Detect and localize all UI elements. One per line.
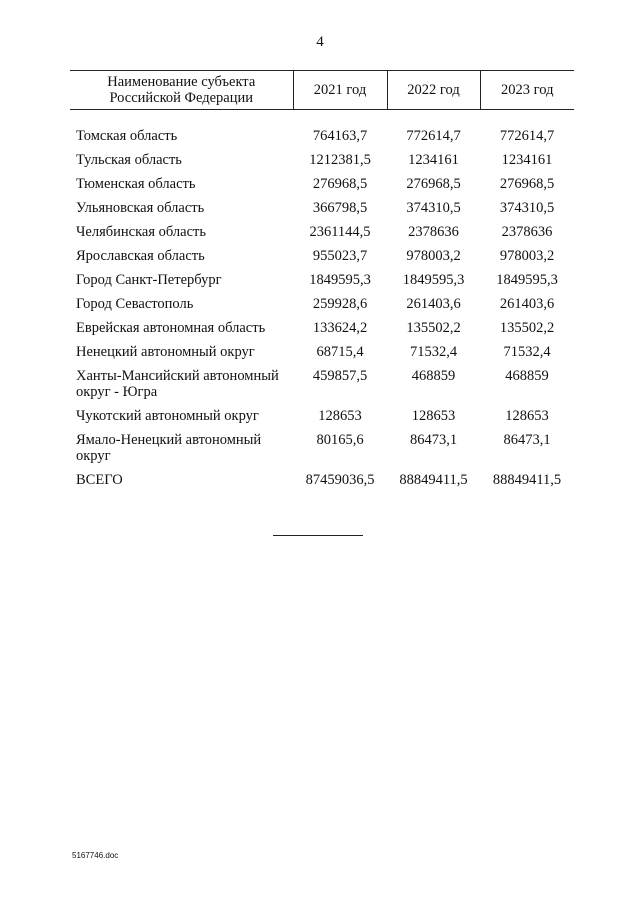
- header-year-2021: 2021 год: [293, 71, 387, 110]
- row-2022-cell: 276968,5: [406, 176, 461, 192]
- row-2022-cell: 978003,2: [406, 248, 461, 264]
- row-2022-cell: 1849595,3: [402, 272, 465, 288]
- row-2023-cell: 276968,5: [499, 176, 555, 192]
- row-2023-cell: 772614,7: [499, 128, 555, 144]
- row-2022-cell: 468859: [411, 368, 456, 384]
- row-2021-cell: 259928,6: [312, 296, 368, 312]
- row-2023-cell: 2378636: [501, 224, 553, 240]
- row-name-cell: Тульская область: [76, 152, 182, 168]
- row-name-cell: Ярославская область: [76, 248, 205, 264]
- row-2021-cell: 87459036,5: [305, 472, 375, 488]
- row-2021-cell: 764163,7: [312, 128, 368, 144]
- row-name-cell: Чукотский автономный округ: [76, 408, 259, 424]
- table-row: [70, 124, 574, 148]
- row-2023-cell: 88849411,5: [492, 472, 562, 488]
- table-row: [70, 340, 574, 364]
- subsidy-table: [70, 70, 574, 492]
- row-2022-cell: 71532,4: [409, 344, 458, 360]
- row-2022-cell: 88849411,5: [399, 472, 468, 488]
- row-2022-cell: 2378636: [408, 224, 459, 240]
- table-header-row: [70, 71, 574, 110]
- row-2021-cell: 2361144,5: [309, 224, 371, 240]
- row-name-cell: Челябинская область: [76, 224, 206, 240]
- row-name-cell: Еврейская автономная область: [76, 320, 266, 336]
- row-2022-cell: 374310,5: [406, 200, 461, 216]
- header-spacer: [70, 110, 574, 125]
- row-name-cell: Ямало-Ненецкий автономный округ: [76, 432, 262, 464]
- row-name-cell: ВСЕГО: [76, 472, 123, 488]
- row-2021-cell: 276968,5: [312, 176, 368, 192]
- table-row: [70, 196, 574, 220]
- row-2022-cell: 128653: [411, 408, 456, 424]
- row-2021-cell: 128653: [318, 408, 362, 424]
- table-row: [70, 316, 574, 340]
- table-row: [70, 220, 574, 244]
- table-row: [70, 148, 574, 172]
- table-row: [70, 244, 574, 268]
- row-2022-cell: 772614,7: [406, 128, 461, 144]
- row-2023-cell: 86473,1: [503, 432, 551, 448]
- row-2022-cell: 1234161: [408, 152, 459, 168]
- table-row: [70, 364, 574, 404]
- row-2023-cell: 128653: [505, 408, 549, 424]
- row-2021-cell: 133624,2: [312, 320, 368, 336]
- row-2023-cell: 468859: [505, 368, 549, 384]
- row-name-cell: Ханты-Мансийский автономный округ - Югра: [76, 368, 279, 400]
- row-2023-cell: 374310,5: [499, 200, 555, 216]
- row-name-cell: Город Санкт-Петербург: [76, 272, 222, 288]
- row-2022-cell: 135502,2: [406, 320, 461, 336]
- row-2021-cell: 1849595,3: [309, 272, 371, 288]
- row-2021-cell: 459857,5: [312, 368, 368, 384]
- row-2021-cell: 68715,4: [316, 344, 364, 360]
- header-year-2022: 2022 год: [387, 71, 480, 110]
- row-2023-cell: 71532,4: [503, 344, 551, 360]
- header-subject-name: Наименование субъекта Российской Федерации: [70, 71, 293, 110]
- row-name-cell: Тюменская область: [76, 176, 196, 192]
- separator-line: [273, 535, 363, 536]
- row-2021-cell: 366798,5: [312, 200, 368, 216]
- row-2021-cell: 80165,6: [316, 432, 364, 448]
- table-row: [70, 292, 574, 316]
- row-name-cell: Ульяновская область: [76, 200, 205, 216]
- header-year-2023: 2023 год: [480, 71, 574, 110]
- row-2023-cell: 978003,2: [499, 248, 555, 264]
- row-2021-cell: 955023,7: [312, 248, 368, 264]
- row-2023-cell: 1849595,3: [496, 272, 558, 288]
- row-name-cell: Город Севастополь: [76, 296, 194, 312]
- row-2022-cell: 86473,1: [409, 432, 458, 448]
- row-name-cell: Томская область: [76, 128, 178, 144]
- row-2023-cell: 135502,2: [499, 320, 555, 336]
- footer-doc-code: 5167746.doc: [72, 851, 119, 860]
- page-number: 4: [316, 34, 324, 50]
- row-2023-cell: 1234161: [501, 152, 553, 168]
- row-2021-cell: 1212381,5: [309, 152, 371, 168]
- row-2022-cell: 261403,6: [406, 296, 461, 312]
- row-2023-cell: 261403,6: [499, 296, 555, 312]
- table-row: [70, 404, 574, 428]
- table-row: [70, 172, 574, 196]
- table-row: [70, 268, 574, 292]
- row-name-cell: Ненецкий автономный округ: [76, 344, 255, 360]
- table-row: [70, 428, 574, 468]
- table-row: [70, 468, 574, 492]
